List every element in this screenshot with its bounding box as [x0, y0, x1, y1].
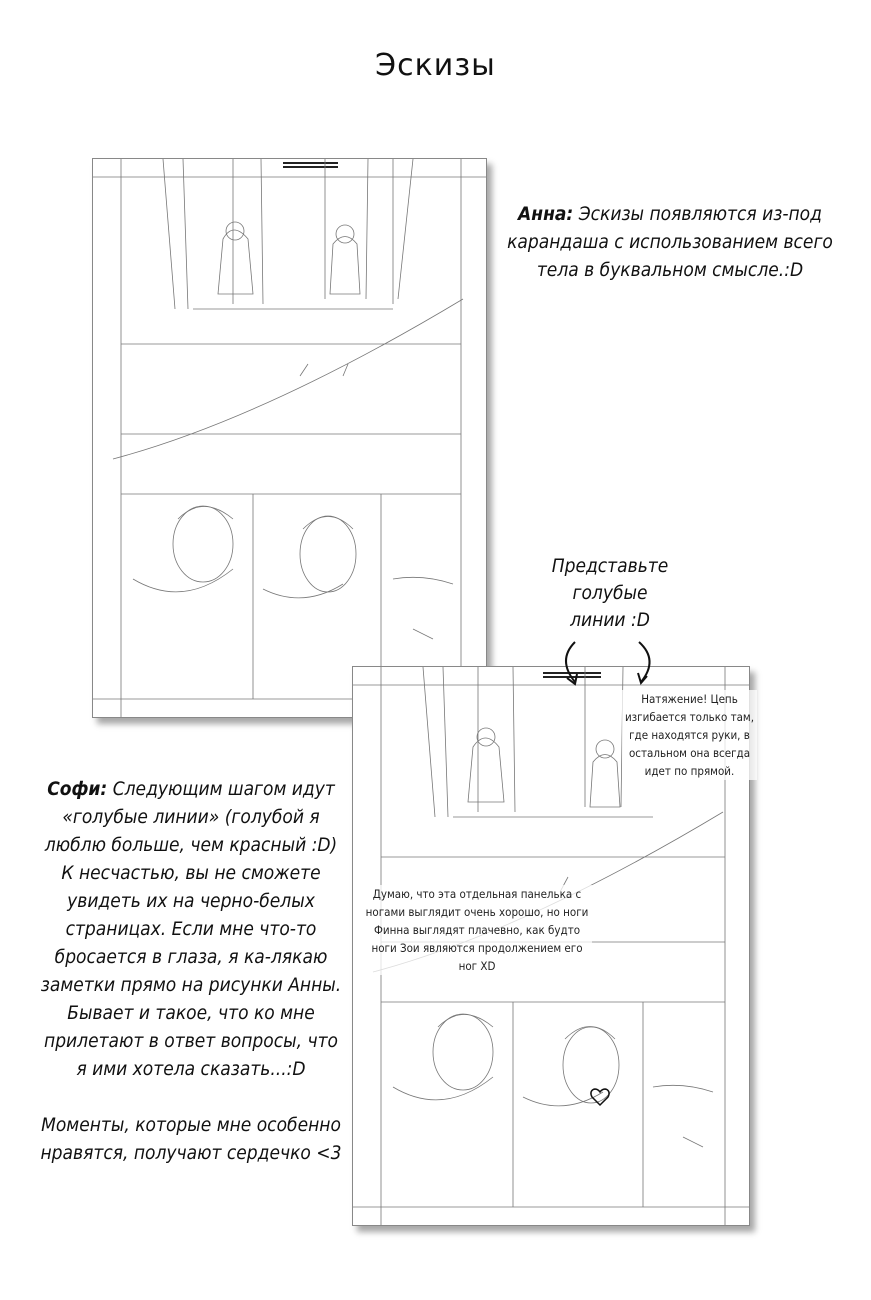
anna-comment: [505, 200, 835, 284]
sofi-name: Софи:: [47, 778, 108, 800]
sofi-text-main: Следующим шагом идут «голубые линии» (голубой я люблю больше, чем красный :D) К несчастью, вы не сможете увидеть их на черно-белых страницах. Если мне что-то бросается в глаза, я ка-лякаю заметки прямо на рисунки Анны. Бывает и такое, что ко мне прилетают в ответ вопросы, что я ими хотела сказать...:D: [40, 778, 342, 1080]
sofi-text-heart: Моменты, которые мне особенно нравятся, получают сердечко <3: [40, 1114, 342, 1164]
pencil-sketch-swings: [93, 159, 486, 717]
page-title: Эскизы: [375, 48, 496, 83]
anna-text: Эскизы появляются из-под карандаша с использованием всего тела в буквальном смысле.:D: [507, 203, 833, 281]
sketch-page-first: [92, 158, 487, 718]
anna-name: Анна:: [518, 203, 574, 225]
curved-arrow-left-icon: [553, 638, 593, 690]
sofi-comment: [38, 775, 344, 1167]
note-legs: Думаю, что эта отдельная панелька с ногами выглядит очень хорошо, но ноги Финна выглядят плачевно, как будто ноги Зои являются продолжением его ног XD: [362, 885, 592, 975]
curved-arrow-right-icon: [625, 638, 665, 690]
note-tension: Натяжение! Цепь изгибается только там, где находятся руки, в остальном она всегда идет по прямой.: [622, 690, 757, 780]
blue-lines-hint: Представьте голубые линии :D: [551, 555, 669, 631]
